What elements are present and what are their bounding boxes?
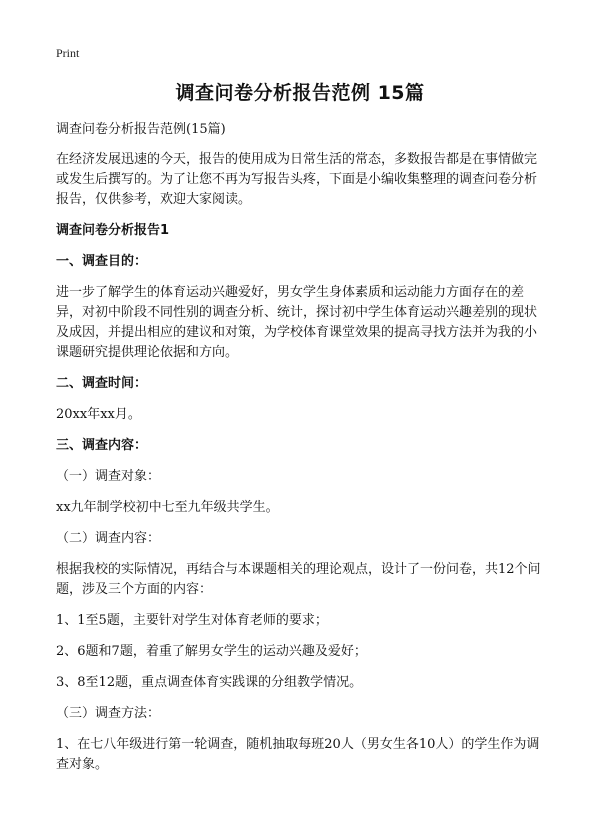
- subsection-heading-subjects: （一）调查对象：: [56, 469, 161, 484]
- list-item: 3、8至12题，重点调查体育实践课的分组教学情况。: [56, 675, 363, 690]
- intro-paragraph: 在经济发展迅速的今天，报告的使用成为日常生活的常态，多数报告都是在事情做完或发生后撰写的。为了让您不再为写报告头疼，下面是小编收集整理的调查问卷分析报告，仅供参考，欢迎大家阅读。: [56, 152, 538, 207]
- article-subtitle: 调查问卷分析报告范例(15篇): [56, 122, 226, 137]
- list-item: 1、1至5题，主要针对学生对体育老师的要求；: [56, 613, 328, 628]
- section-heading-time: 二、调查时间：: [56, 376, 148, 391]
- report-title: 调查问卷分析报告1: [56, 223, 170, 238]
- print-link[interactable]: Print: [56, 46, 80, 60]
- list-item: 2、6题和7题，着重了解男女学生的运动兴趣及爱好；: [56, 644, 367, 659]
- list-item: 1、在七八年级进行第一轮调查，随机抽取每班20人（男女生各10人）的学生作为调查对象。: [56, 737, 540, 772]
- subsection-text-subjects: xx九年制学校初中七至九年级共学生。: [56, 500, 279, 515]
- page-title: 调查问卷分析报告范例 15篇: [175, 82, 425, 104]
- section-heading-content: 三、调查内容：: [56, 438, 148, 453]
- section-heading-purpose: 一、调查目的：: [56, 254, 148, 269]
- section-text-purpose: 进一步了解学生的体育运动兴趣爱好，男女学生身体素质和运动能力方面存在的差异，对初中阶段不同性别的调查分析、统计，探讨初中学生体育运动兴趣差别的现状及成因，并提出相应的建议和对策，为学校体育课堂效果的提高寻找方法并为我的小课题研究提供理论依据和方向。: [56, 285, 538, 360]
- section-text-time: 20xx年xx月。: [56, 407, 141, 422]
- subsection-heading-method: （三）调查方法：: [56, 706, 161, 721]
- subsection-text-content: 根据我校的实际情况，再结合与本课题相关的理论观点，设计了一份问卷，共12个问题，涉及三个方面的内容：: [56, 562, 541, 597]
- subsection-heading-content: （二）调查内容：: [56, 531, 161, 546]
- article-body: [56, 120, 548, 786]
